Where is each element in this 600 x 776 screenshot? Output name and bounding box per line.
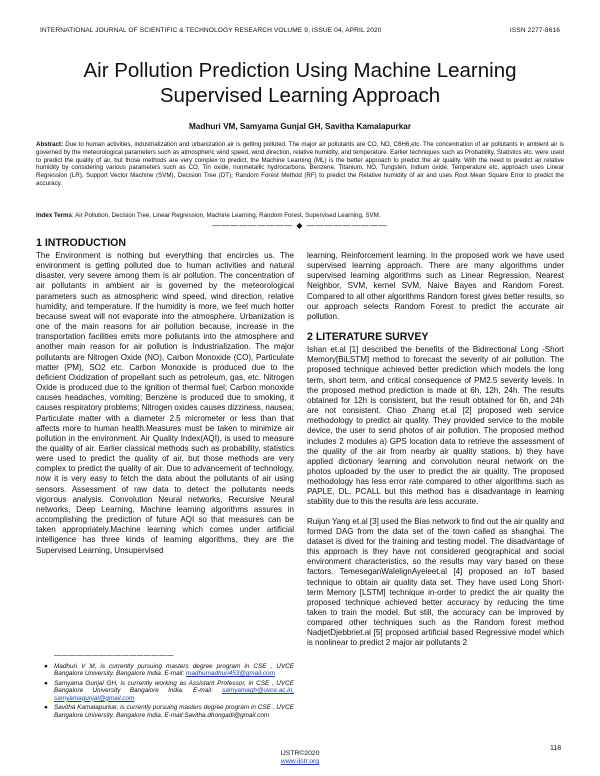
footnote-3-text: Savitha Kamalapurkar, is currently pursuing masters degree program in CSE , UVCE Bangalore University. Bangalore India. E-mail:Savitha.dhongadi@gmail.com bbox=[54, 704, 294, 719]
footer-copyright: IJSTR©2020 bbox=[280, 750, 320, 757]
section-separator: ————————— ◆ ————————— bbox=[212, 221, 388, 230]
author-list: Madhuri VM, Samyama Gunjal GH, Savitha Kamalapurkar bbox=[188, 122, 412, 131]
intro-paragraph-continued: learning, Reinforcement learning. In the proposed work we have used supervised learning approach. There are many algorithms under supervised learning algorithms such as Linear Regression, Nearest Neighbor, SVM, kernel SVM, Naive Bayes and Random Forest. Compared to all other algorithms Random forest gives better results, so our approach selects Random Forest to predict the accurate air pollution. bbox=[307, 251, 564, 321]
page-number: 118 bbox=[550, 745, 562, 752]
abstract-label: Abstract: bbox=[36, 141, 64, 148]
intro-paragraph: The Environment is nothing but everything that encircles us. The environment is getting polluted due to human activities and natural disaster, very severe among them is air pollution. The concentration of air pollutants in ambient air is governed by the meteorological parameters such as atmospheric wind speed, wind direction, relative humidity, and temperature. If the humidity is more, we feel much hotter because sweat will not evaporate into the atmosphere. Urbanization is one of the main reasons for air pollution because, increase in the transportation facilities emits more pollutants into the atmosphere and another main reason for air pollution is Industrialization. The major pollutants are Nitrogen Oxide (NO), Carbon Monoxide (CO), Particulate matter (PM), SO2 etc. Carbon Monoxide is produced due to the deficient Oxidization of propellant such as petroleum, gas, etc. Nitrogen Oxide is produced due to the ignition of thermal fuel; Carbon monoxide causes headaches, vomiting; Benzene is produced due to smoking, it causes respiratory problems; Nitrogen oxides causes dizziness, nausea; Particulate matter with a diameter 2.5 micrometer or less than that affects more to human health.Measures must be taken to minimize air pollution in the environment. Air Quality Index(AQI), is used to measure the quality of air. Earlier classical methods such as probability, statistics were used to predict the quality of air, but those methods are very complex to predict the quality of air. Due to advancement of technology, now it is very easy to fetch the data about the pollutants of air using sensors. Assessment of raw data to detect the pollutants needs vigorous analysis. Convolution Neural networks, Recursive Neural networks, Deep Learning, Machine learning algorithms assures in accomplishing the prediction of future AQI so that measures can be taken appropriately.Machine learning which comes under artificial intelligence has three kinds of learning algorithms, they are the Supervised Learning, Unsupervised bbox=[36, 251, 294, 555]
journal-name: INTERNATIONAL JOURNAL OF SCIENTIFIC & TECHNOLOGY RESEARCH VOLUME 9, ISSUE 04, APRIL 2020 bbox=[40, 27, 382, 34]
literature-paragraph-2: Ruijun Yang et.al [3] used the Bias network to find out the air quality and formed DAG from the data set of the town called as shanghai. The dataset is dived for the training and testing model. The disadvantage of this approach is they have not considered geographical and social environment characteristics, so the results may vary based on these factors. TemeseganWalelignAyeleet.al [4] proposed an IoT based technique to obtain air quality data set. They have used Long Short-term Memory [LSTM] technique in-order to predict the air quality the proposed technique achieved better accuracy by reducing the time taken to train the model. But still, the accuracy can be improved by compared other techniques such as the Random forest method NadjetDjebbriet.al [5] proposed artificial based Regressive model which is nonlinear to predict 2 major air pollutants 2 bbox=[307, 516, 564, 648]
abstract bbox=[36, 141, 564, 188]
footnote-1-text: Madhuri V M, is currently pursuing masters degree program in CSE , UVCE Bangalore University. Bangalore India. E-mail: bbox=[54, 662, 294, 678]
footnote-item bbox=[36, 704, 294, 719]
index-terms bbox=[36, 212, 564, 220]
footnote-2-text: Samyama Gunjal GH, is currently working as Assistant Professor, in CSE , UVCE Bangalore University Bangalore India. E-mail: bbox=[54, 679, 294, 695]
running-header bbox=[40, 27, 560, 34]
bullet-icon: ● bbox=[44, 662, 48, 670]
left-column bbox=[36, 237, 294, 556]
abstract-text: Due to human activities, industrialization and urbanization air is getting polluted. The major air pollutants are CO, NO, C6H6,etc. The concentration of air pollutants in ambient air is governed by the meteorological parameters such as atmospheric wind speed, wind direction, relative humidity, and temperature. Earlier techniques such as Probability, Statistics etc. were used to predict the quality of air, but those methods are very complex to predict, the Machine Learning (ML) is the better approach to predict the air quality. With the need to predict air relative humidity by considering various parameters such as CO, Tin oxide, nonmetallic hydrocarbons, Benzene, Titanium, NO, Tungsten, Indium oxide, Temperature etc, approach uses Linear Regression (LR), Support Vector Machine (SVM), Decision Tree (DT), Random Forest Method (RF) to predict the Relative humidity of air and uses Root Mean Square Error to predict the accuracy. bbox=[36, 141, 564, 187]
author-footnotes bbox=[36, 652, 294, 721]
footnote-1-email-link[interactable]: madhumadhuri453@gmail.com bbox=[186, 670, 275, 678]
right-column bbox=[307, 251, 564, 649]
bullet-icon: ● bbox=[44, 704, 48, 712]
footnote-2-email-link[interactable]: samyamagh@uvce.ac.in, samyamagunjal@gmail.com bbox=[54, 687, 294, 702]
footnote-rule: ———————————————— bbox=[54, 652, 174, 659]
index-terms-label: Index Terms bbox=[36, 212, 72, 219]
footer-url-link[interactable]: www.ijstr.org bbox=[280, 758, 320, 766]
title-line-2: Supervised Learning Approach bbox=[159, 84, 441, 107]
section-heading-introduction: 1 INTRODUCTION bbox=[36, 237, 127, 249]
paper-title bbox=[30, 58, 570, 108]
literature-paragraph-1: Ishan et.al [1] described the benefits of the Bidirectional Long -Short Memory[BiLSTM] method to forecast the severity of air pollution. The proposed technique achieved better prediction which models the long term, short term, and critical consequence of PM2.5 severity levels. In the proposed method prediction is made at 6h, 12h, 24h. The results obtained for 12h is consistent, but the result obtained for 6h, and 24h are not consistent. Chao Zhang et.al [2] proposed web service methodology to predict air quality. They provided service to the mobile device, the user to send photos of air pollution. The proposed method includes 2 modules a) GPS location data to retrieve the assessment of the quality of the air from nearby air quality stations. b) they have applied dictionary learning and convolution neural network on the photos uploaded by the user to predict the air quality. The proposed methodology has less error rate compared to other algorithms such as PAPLE, DL, PCALL but this method has a disadvantage in learning stability due to this the results are less accurate. bbox=[307, 345, 564, 507]
footnote-item bbox=[36, 663, 294, 678]
title-line-1: Air Pollution Prediction Using Machine Learning bbox=[83, 59, 517, 82]
page-footer bbox=[0, 750, 600, 766]
section-heading-literature-survey: 2 LITERATURE SURVEY bbox=[307, 331, 429, 344]
bullet-icon: ● bbox=[44, 679, 48, 687]
footnote-item bbox=[36, 680, 294, 703]
issn: ISSN 2277-8616 bbox=[509, 27, 560, 34]
index-terms-text: : Air Pollution, Decision Tree, Linear Regression, Machine Learning, Random Forest, Supervised Learning, SVM. bbox=[72, 212, 381, 219]
